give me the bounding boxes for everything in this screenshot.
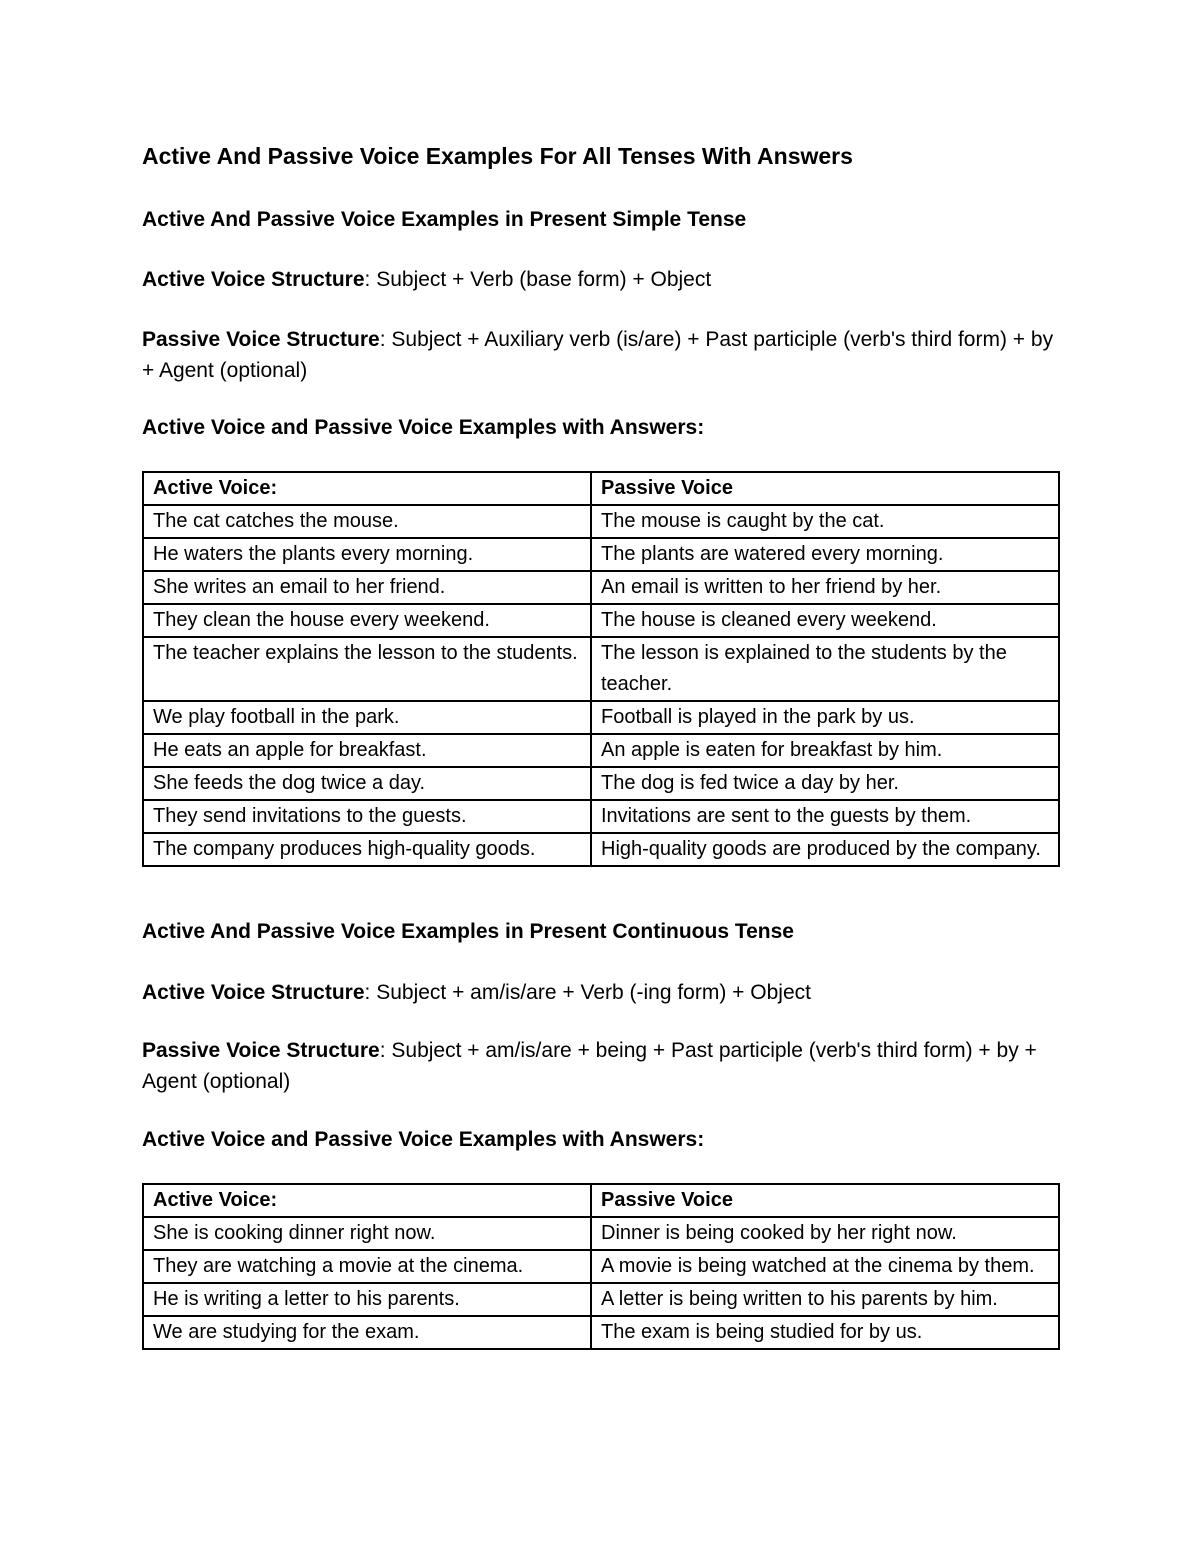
document-title: Active And Passive Voice Examples For All Tenses With Answers [142,143,853,169]
table-row [143,1250,1059,1283]
passive-cell: The plants are watered every morning. [591,538,1059,571]
passive-cell: The house is cleaned every weekend. [591,604,1059,637]
passive-structure-label: Passive Voice Structure [142,1039,380,1062]
table-row [143,701,1059,734]
table-row [143,800,1059,833]
active-cell: The teacher explains the lesson to the students. [143,637,591,701]
active-cell: They clean the house every weekend. [143,604,591,637]
passive-cell: A letter is being written to his parents by him. [591,1283,1059,1316]
table-row [143,767,1059,800]
table-header-row [143,472,1059,505]
table-row [143,604,1059,637]
active-cell: They send invitations to the guests. [143,800,591,833]
section-heading: Active And Passive Voice Examples in Present Simple Tense [142,208,747,231]
table-row [143,637,1059,701]
passive-cell: Football is played in the park by us. [591,701,1059,734]
passive-structure-line [142,1035,1060,1097]
table-row [143,505,1059,538]
active-cell: We play football in the park. [143,701,591,734]
section-heading: Active And Passive Voice Examples in Present Continuous Tense [142,920,794,943]
passive-cell: The dog is fed twice a day by her. [591,767,1059,800]
active-cell: He waters the plants every morning. [143,538,591,571]
active-cell: She writes an email to her friend. [143,571,591,604]
passive-cell: Invitations are sent to the guests by them. [591,800,1059,833]
table-row [143,1283,1059,1316]
table-header-row [143,1184,1059,1217]
table-row [143,833,1059,866]
header-passive-voice: Passive Voice [591,1184,1059,1217]
table-row [143,571,1059,604]
passive-structure-label: Passive Voice Structure [142,328,380,351]
table-row [143,1316,1059,1349]
header-passive-voice: Passive Voice [591,472,1059,505]
passive-structure-line [142,324,1060,386]
passive-cell: The lesson is explained to the students by the teacher. [591,637,1059,701]
passive-cell: A movie is being watched at the cinema by them. [591,1250,1059,1283]
header-active-voice: Active Voice: [143,1184,591,1217]
active-cell: She is cooking dinner right now. [143,1217,591,1250]
passive-cell: An email is written to her friend by her. [591,571,1059,604]
passive-cell: Dinner is being cooked by her right now. [591,1217,1059,1250]
passive-cell: The exam is being studied for by us. [591,1316,1059,1349]
active-cell: They are watching a movie at the cinema. [143,1250,591,1283]
examples-heading: Active Voice and Passive Voice Examples with Answers: [142,1128,705,1151]
active-cell: The company produces high-quality goods. [143,833,591,866]
passive-structure-text: : Subject + am/is/are + being + Past participle (verb's third form) + by + Agent (optional) [142,1039,1037,1093]
table-row [143,538,1059,571]
active-structure-text: : Subject + am/is/are + Verb (-ing form) + Object [364,981,811,1004]
active-structure-line [142,264,1060,295]
active-structure-line [142,977,1060,1008]
passive-structure-text: : Subject + Auxiliary verb (is/are) + Past participle (verb's third form) + by + Agent (optional) [142,328,1054,382]
active-cell: She feeds the dog twice a day. [143,767,591,800]
passive-cell: An apple is eaten for breakfast by him. [591,734,1059,767]
examples-table-present-simple [142,471,1060,867]
header-active-voice: Active Voice: [143,472,591,505]
examples-heading: Active Voice and Passive Voice Examples with Answers: [142,416,705,439]
active-structure-label: Active Voice Structure [142,268,365,291]
active-cell: He eats an apple for breakfast. [143,734,591,767]
passive-cell: The mouse is caught by the cat. [591,505,1059,538]
passive-cell: High-quality goods are produced by the company. [591,833,1059,866]
active-cell: The cat catches the mouse. [143,505,591,538]
active-structure-label: Active Voice Structure [142,981,365,1004]
table-row [143,734,1059,767]
examples-table-present-continuous [142,1183,1060,1350]
table-row [143,1217,1059,1250]
active-structure-text: : Subject + Verb (base form) + Object [364,268,712,291]
active-cell: He is writing a letter to his parents. [143,1283,591,1316]
active-cell: We are studying for the exam. [143,1316,591,1349]
